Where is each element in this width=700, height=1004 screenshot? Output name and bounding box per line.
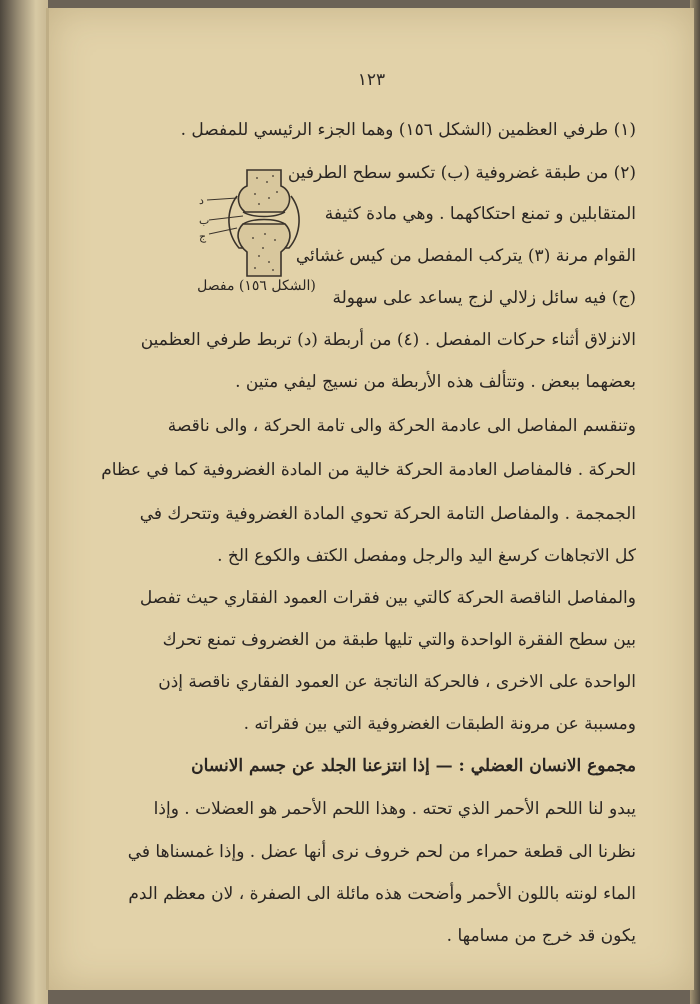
book-page [46, 8, 694, 990]
text-line: (١) طرفي العظمين (الشكل ١٥٦) وهما الجزء الرئيسي للمفصل . [180, 120, 636, 140]
text-line: الانزلاق أثناء حركات المفصل . (٤) من أربطة (د) تربط طرفي العظمين [140, 330, 636, 350]
figure-label-b: ب [199, 214, 210, 227]
text-line: المتقابلين و تمنع احتكاكهما . وهي مادة كثيفة [324, 204, 636, 224]
text-line: الحركة . فالمفاصل العادمة الحركة خالية من المادة الغضروفية كما في عظام [101, 460, 636, 480]
figure-caption: (الشكل ١٥٦) مفصل [197, 278, 316, 294]
page-number: ١٢٣ [357, 70, 386, 90]
section-heading-line: مجموع الانسان العضلي : — إذا انتزعنا الجلد عن جسم الانسان [191, 756, 636, 776]
text-line: (٢) من طبقة غضروفية (ب) تكسو سطح الطرفين [287, 163, 636, 183]
text-line: (ج) فيه سائل زلالي لزج يساعد على سهولة [332, 288, 636, 308]
text-line: وتنقسم المفاصل الى عادمة الحركة والى تامة الحركة ، والى ناقصة [167, 416, 636, 436]
text-line: نظرنا الى قطعة حمراء من لحم خروف نرى أنها عضل . وإذا غمسناها في [127, 842, 636, 862]
figure-label-d: د [199, 194, 204, 207]
text-line: الماء لونته باللون الأحمر وأضحت هذه مائلة الى الصفرة ، لان معظم الدم [128, 884, 636, 904]
text-line: والمفاصل الناقصة الحركة كالتي بين فقرات العمود الفقاري حيث تفصل [139, 588, 636, 608]
text-line: بعضهما ببعض . وتتألف هذه الأربطة من نسيج ليفي متين . [235, 372, 636, 392]
text-line: يكون قد خرج من مسامها . [446, 926, 636, 946]
text-line: بين سطح الفقرة الواحدة والتي تليها طبقة من الغضروف تمنع تحرك [162, 630, 636, 650]
figure-label-j: ج [199, 230, 207, 243]
knee-joint-icon [197, 168, 317, 278]
text-line: ومسببة عن مرونة الطبقات الغضروفية التي بين فقراته . [243, 714, 636, 734]
text-line: الواحدة على الاخرى ، فالحركة الناتجة عن العمود الفقاري ناقصة إذن [158, 672, 636, 692]
text-line: يبدو لنا اللحم الأحمر الذي تحته . وهذا اللحم الأحمر هو العضلات . وإذا [153, 799, 636, 819]
text-line: كل الاتجاهات كرسغ اليد والرجل ومفصل الكتف والكوع الخ . [217, 546, 636, 566]
text-line: الجمجمة . والمفاصل التامة الحركة تحوي المادة الغضروفية وتتحرك في [139, 504, 636, 524]
book-spine-edge [0, 0, 48, 1004]
text-line: القوام مرنة (٣) يتركب المفصل من كيس غشائي [295, 246, 636, 266]
